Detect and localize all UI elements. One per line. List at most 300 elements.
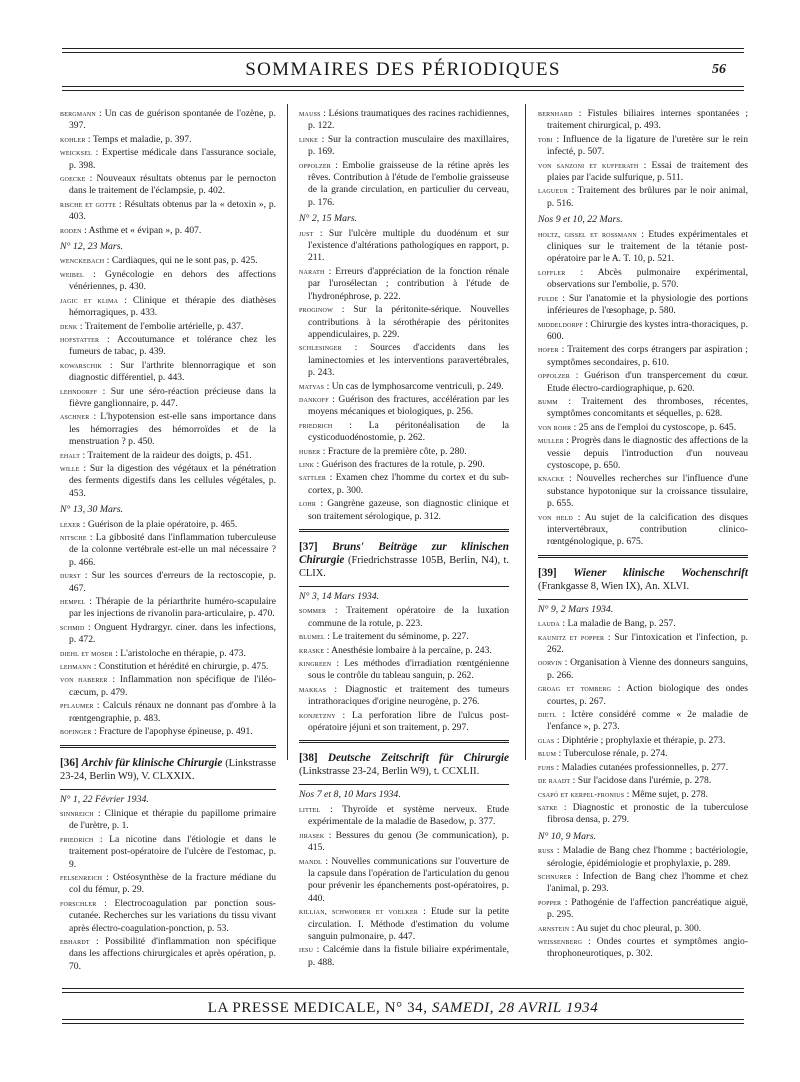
entry-text: Tuberculose rénale, p. 274.: [563, 748, 668, 760]
summary-entry: [299, 710, 509, 735]
entry-author: schnurer: [538, 871, 572, 881]
entry-separator: :: [569, 922, 577, 934]
summary-entry: [60, 661, 276, 673]
entry-author: bernhard: [538, 109, 573, 118]
entry-text: Sur la contraction musculaire des maxillaires, p. 169.: [308, 133, 510, 158]
entry-text: Expertise médicale dans l'assurance sociale, p. 398.: [69, 147, 276, 171]
entry-text: La nicotine dans l'étiologie et dans le traitement post-opératoire de l'ulcère de l'estomac, p. 9.: [69, 833, 276, 870]
entry-separator: :: [560, 618, 568, 630]
entry-text: Calculs rénaux ne donnant pas d'ombre à la rœntgengraphie, p. 483.: [69, 700, 276, 724]
entry-separator: :: [85, 596, 96, 608]
journal-address: (Friedrichstrasse 105B, Berlin, N4), t. CLIX.: [299, 555, 509, 579]
entry-author: sommer: [299, 606, 327, 616]
entry-text: Clinique et thérapie des diathèses hémorragiques, p. 433.: [69, 294, 276, 319]
entry-separator: :: [80, 518, 88, 530]
entry-author: makkas: [299, 684, 327, 694]
journal-title: [538, 567, 748, 593]
entry-text: Thyroïde et système nerveux. Etude expérimentale de la maladie de Basedow, p. 377.: [308, 803, 509, 828]
entry-text: Bessures du genou (3e communication), p. 415.: [308, 829, 510, 854]
entry-separator: :: [556, 709, 572, 721]
entry-text: Sur les sources d'erreurs de la rectoscopie, p. 467.: [69, 570, 276, 594]
entry-author: hofstatter: [60, 334, 100, 344]
entry-text: Etude sur la petite circulation. I. Méthode d'estimation du volume sanguin pulmonaire, p. 447.: [308, 906, 509, 942]
entry-author: groag et tomberg: [538, 684, 612, 694]
entry-author: kowarschik: [60, 360, 103, 370]
summary-entry: [538, 735, 748, 747]
entry-author: von sanzoni et kufferath: [538, 160, 639, 170]
entry-author: russ: [538, 846, 554, 856]
summary-entry: [299, 228, 509, 265]
journal-number: [39]: [538, 566, 557, 579]
summary-entry: [538, 871, 748, 896]
journal-address: (Linkstrasse 23-24, Berlin W9), t. CCXLII.: [299, 766, 480, 778]
header-rule-bottom-2: [62, 90, 744, 91]
summary-entry: [538, 370, 748, 395]
entry-separator: :: [558, 292, 569, 304]
entry-separator: :: [565, 266, 598, 278]
entry-text: Sur la péritonite-sérique. Nouvelles contributions à la sérothérapie des péritonites appendiculaires, p. 229.: [308, 304, 509, 340]
entry-separator: :: [571, 421, 579, 433]
entry-text: Guérison d'un transpercement du cœur. Etude électro-cardiographique, p. 620.: [547, 370, 749, 394]
entry-separator: :: [318, 133, 328, 145]
entry-text: La gibbosité dans l'inflammation tuberculeuse de la colonne vertébrale est-elle un mal nécessaire ? p. 466.: [69, 532, 276, 568]
summary-entry: [538, 396, 748, 421]
entry-text: Nouveaux résultats obtenus par le pernocton dans le traitement de l'éclampsie, p. 402.: [69, 173, 276, 197]
journal-number: [37]: [299, 541, 318, 553]
entry-author: oppolzer: [299, 160, 331, 170]
entry-separator: :: [96, 897, 115, 909]
summary-entry: [299, 498, 509, 523]
entry-author: proginow: [299, 305, 333, 315]
entry-text: Sur l'intoxication et l'infection, p. 262.: [547, 631, 749, 656]
entry-author: lohr: [299, 499, 317, 509]
entry-separator: :: [324, 829, 336, 841]
entry-separator: :: [332, 419, 369, 431]
entry-separator: :: [112, 647, 121, 659]
entry-text: Ostéosynthèse de la fracture médiane du col du fémur, p. 29.: [69, 871, 276, 896]
entry-text: Gynécologie en dehors des affections vénériennes, p. 430.: [69, 268, 276, 293]
summary-entry: [60, 570, 276, 595]
entry-text: Traitement de la raideur des doigts, p. 451.: [87, 449, 252, 461]
entry-author: link: [299, 459, 315, 469]
entry-author: middeldorpf: [538, 319, 583, 329]
entry-author: ehalt: [60, 450, 81, 460]
entry-text: Sur l'arthrite blennorragique et son diagnostic différentiel, p. 443.: [69, 359, 276, 384]
summary-entry: [60, 360, 276, 385]
entry-author: loffler: [538, 267, 566, 277]
entry-author: holtz, gissel et rossmann: [538, 229, 637, 239]
entry-text: Traitement des corps étrangers par aspiration ; symptômes secondaires, p. 610.: [547, 344, 748, 368]
entry-author: dankoff: [299, 394, 329, 404]
entry-text: Organisation à Vienne des donneurs sanguins, p. 266.: [547, 657, 749, 681]
entry-text: Etudes expérimentales et cliniques sur le traitement de la tétanie post-opératoire par le A. T. 10, p. 521.: [547, 228, 748, 265]
entry-separator: :: [95, 108, 105, 119]
entry-text: Guérison de la plaie opératoire, p. 465.: [87, 518, 238, 530]
entry-text: Fracture de l'apophyse épineuse, p. 491.: [99, 726, 253, 738]
summary-entry: [538, 512, 748, 549]
summary-entry: [299, 108, 509, 133]
entry-author: weicksel: [60, 148, 92, 158]
entry-text: Abcès pulmonaire expérimental, observations sur l'embolie, p. 570.: [547, 266, 748, 291]
entry-separator: :: [562, 657, 571, 669]
entry-separator: :: [572, 511, 585, 523]
entry-author: jirasek: [299, 830, 325, 840]
entry-separator: :: [556, 748, 564, 760]
summary-entry: [299, 804, 509, 829]
summary-entry: [299, 645, 509, 657]
entry-separator: :: [417, 906, 431, 918]
entry-separator: :: [118, 294, 133, 306]
entry-author: tobi: [538, 134, 553, 144]
entry-author: jagic et klima: [60, 295, 119, 305]
entry-separator: :: [102, 871, 113, 883]
entry-separator: :: [97, 385, 111, 397]
entry-text: La maladie de Bang, p. 257.: [567, 618, 676, 630]
summary-entry: [60, 519, 276, 531]
entry-text: Erreurs d'appréciation de la fonction rénale par l'urosélectan ; contribution à l'étude de l'hydronéphrose, p. 222.: [308, 265, 509, 302]
entry-text: Progrès dans le diagnostic des affections de la vessie depuis l'introduction d'un nouveau cystoscope, p. 650.: [547, 435, 748, 471]
entry-separator: :: [313, 944, 323, 956]
summary-entry: [538, 267, 748, 292]
entry-author: muller: [538, 436, 564, 446]
entry-separator: :: [91, 661, 99, 673]
entry-separator: :: [553, 845, 563, 857]
summary-entry: [538, 709, 748, 734]
column-divider-2: [525, 104, 526, 760]
summary-entry: [60, 134, 276, 146]
entry-text: Guérison des fractures, accélération par les moyens mécaniques et biologiques, p. 256.: [308, 393, 509, 418]
entry-author: felsenreich: [60, 872, 103, 882]
summary-entry: [538, 789, 748, 801]
summary-entry: [60, 532, 276, 569]
entry-text: Electrocoagulation par ponction sous-cutanée. Recherches sur les variations du tissu vivant après électro-coagulation-ponction, p. 53.: [69, 897, 277, 934]
footer: [62, 1000, 744, 1017]
entry-author: diehl et moser: [60, 648, 113, 658]
summary-entry: [299, 304, 509, 341]
summary-entry: [299, 266, 509, 303]
entry-separator: :: [572, 108, 588, 119]
summary-entry: [60, 255, 276, 267]
summary-entry: [299, 459, 509, 471]
entry-separator: :: [83, 268, 105, 280]
summary-entry: [538, 185, 748, 210]
journal-name: Archiv für klinische Chirurgie: [81, 756, 223, 769]
entry-author: csapó et kerpel-fronius: [538, 789, 625, 799]
entry-text: Sur l'acidose dans l'urémie, p. 278.: [577, 775, 712, 787]
entry-separator: :: [557, 395, 582, 407]
entry-text: Accoutumance et tolérance chez les fumeurs de tabac, p. 439.: [69, 333, 277, 358]
entry-author: denk: [60, 321, 78, 331]
entry-text: Lésions traumatiques des racines rachidiennes, p. 122.: [308, 108, 509, 132]
summary-entry: [299, 446, 509, 458]
entry-author: durst: [60, 571, 81, 581]
summary-entry: [60, 321, 276, 333]
entry-separator: :: [80, 570, 92, 582]
entry-separator: :: [91, 726, 100, 738]
entry-author: friedrich: [60, 834, 94, 844]
summary-entry: [60, 726, 276, 738]
summary-entry: [538, 657, 748, 682]
entry-author: mauss: [299, 109, 321, 118]
entry-text: Sur l'ulcère multiple du duodénum et sur l'existence d'altérations pathologiques en rapport, p. 211.: [308, 227, 510, 264]
summary-entry: [60, 808, 276, 833]
entry-text: Examen chez l'homme du cortex et du sub-cortex, p. 300.: [308, 472, 509, 496]
entry-author: matyas: [299, 381, 325, 391]
column-1: [60, 108, 276, 974]
entry-text: Thérapie de la périarthrite huméro-scapulaire par les injections de rivanolin para-articulaire, p. 470.: [69, 596, 276, 620]
entry-author: aschner: [60, 412, 90, 422]
issue-heading: N° 2, 15 Mars.: [299, 213, 358, 225]
summary-entry: [538, 618, 748, 630]
summary-entry: [538, 473, 748, 510]
entry-separator: :: [80, 449, 88, 461]
entry-author: nitsche: [60, 533, 87, 542]
entry-text: Clinique et thérapie du papillome primaire de l'urètre, p. 1.: [69, 807, 277, 832]
entry-text: Asthme et « évipan », p. 407.: [88, 224, 202, 236]
entry-text: Chirurgie des kystes intra-thoraciques, p. 600.: [547, 318, 748, 342]
entry-separator: :: [326, 472, 336, 484]
entry-text: Infection de Bang chez l'homme et chez l'animal, p. 293.: [547, 870, 749, 895]
entry-separator: :: [320, 803, 343, 815]
issue-heading: N° 13, 30 Mars.: [60, 504, 123, 516]
entry-separator: :: [324, 631, 333, 643]
summary-entry: [60, 834, 276, 871]
entry-separator: :: [79, 462, 90, 474]
entry-separator: :: [571, 870, 583, 882]
footer-rule-2: [62, 992, 744, 993]
entry-separator: :: [636, 228, 649, 240]
summary-entry: [299, 381, 509, 393]
summary-entry: [538, 897, 748, 922]
summary-entry: [538, 293, 748, 318]
page-title: SOMMAIRES DES PÉRIODIQUES: [245, 59, 561, 80]
entry-separator: :: [570, 775, 578, 787]
summary-entry: [299, 906, 509, 943]
entry-separator: :: [81, 224, 89, 236]
footer-journal: LA PRESSE MEDICALE, N° 34,: [207, 1000, 428, 1016]
issue-heading: N° 9, 2 Mars 1934.: [538, 603, 614, 615]
summary-entry: [299, 631, 509, 643]
entry-separator: :: [328, 393, 339, 405]
footer-rule-3: [62, 1019, 744, 1020]
entry-text: Les méthodes d'irradiation rœntgénienne sous le contrôle du tableau sanguin, p. 262.: [308, 658, 509, 682]
entry-author: kaunitz et popper: [538, 632, 605, 642]
entry-separator: :: [102, 359, 121, 371]
entry-separator: :: [85, 133, 93, 145]
entry-separator: :: [638, 159, 652, 171]
entry-author: lexer: [60, 519, 81, 529]
journal-number: [36]: [60, 756, 79, 769]
entry-separator: :: [93, 807, 105, 819]
summary-entry: [60, 269, 276, 294]
entry-separator: :: [84, 621, 95, 633]
entry-author: sinnreich: [60, 808, 94, 818]
summary-entry: [538, 229, 748, 266]
entry-author: von rohr: [538, 422, 572, 432]
entry-text: Constitution et hérédité en chirurgie, p. 475.: [98, 661, 269, 673]
journal-title: [299, 541, 509, 580]
entry-text: Nouvelles recherches sur l'influence d'une substance hypotonique sur la croissance tissulaire, p. 655.: [547, 473, 748, 510]
entry-separator: :: [320, 108, 329, 119]
entry-separator: :: [85, 173, 97, 185]
summary-entry: [299, 830, 509, 855]
entry-author: oorvin: [538, 658, 563, 668]
summary-entry: [299, 420, 509, 445]
journal-heading: [538, 555, 748, 600]
header-rule-top-2: [62, 52, 744, 53]
journal-name: Deutsche Zeitschrift für Chirurgie: [327, 752, 509, 765]
entry-author: kohler: [60, 134, 86, 144]
column-3: [538, 108, 748, 962]
issue-heading: Nos 9 et 10, 22 Mars.: [538, 214, 623, 226]
entry-separator: :: [93, 700, 103, 712]
journal-title: [60, 757, 276, 783]
journal-name: Bruns' Beiträge zur klinischen Chirurgie: [299, 541, 509, 566]
entry-text: Sur une séro-réaction précieuse dans la fièvre ganglionnaire, p. 447.: [69, 385, 276, 409]
issue-heading: N° 1, 22 Février 1934.: [60, 793, 149, 805]
summary-entry: [299, 605, 509, 630]
entry-separator: :: [554, 761, 562, 773]
entry-text: Anesthésie lombaire à la percaïne, p. 243.: [331, 644, 492, 656]
summary-entry: [538, 775, 748, 787]
entry-text: Sur la digestion des végétaux et la pénétration des ferments digestifs dans les cellules végétales, p. 453.: [69, 462, 276, 499]
entry-author: dietl: [538, 710, 557, 720]
summary-entry: [60, 334, 276, 359]
entry-text: L'aristoloche en thérapie, p. 473.: [120, 647, 246, 659]
entry-text: Traitement opératoire de la luxation commune de la rotule, p. 223.: [308, 605, 509, 629]
entry-text: Ondes courtes et symptômes angio-throphoneurotiques, p. 302.: [547, 935, 748, 960]
entry-separator: :: [89, 935, 106, 947]
journal-heading: [299, 740, 509, 785]
entry-separator: :: [93, 833, 110, 845]
entry-author: popper: [538, 897, 562, 907]
entry-author: weissenberg: [538, 936, 583, 946]
entry-author: linke: [299, 134, 318, 144]
entry-author: pflaumer: [60, 701, 94, 711]
entry-text: Résultats obtenus par la « detoxin », p. 403.: [69, 198, 277, 223]
entry-text: Diphtérie ; prophylaxie et thérapie, p. 273.: [561, 734, 726, 746]
entry-text: Temps et maladie, p. 397.: [92, 133, 192, 145]
entry-author: forschler: [60, 898, 97, 908]
entry-text: Gangrène gazeuse, son diagnostic clinique et son traitement sérologique, p. 312.: [308, 498, 509, 522]
entry-text: Traitement de l'embolie artérielle, p. 437.: [84, 320, 244, 332]
summary-entry: [60, 450, 276, 462]
entry-text: Même sujet, p. 278.: [631, 788, 708, 800]
entry-separator: :: [107, 674, 120, 686]
entry-separator: :: [326, 605, 347, 617]
page-number: 56: [712, 62, 726, 77]
summary-entry: [60, 596, 276, 621]
entry-separator: :: [91, 147, 103, 159]
summary-entry: [538, 435, 748, 472]
entry-author: friedrich: [299, 420, 333, 430]
entry-author: roden: [60, 225, 82, 235]
entry-separator: :: [331, 658, 345, 670]
column-2: [299, 108, 509, 970]
entry-author: schlesinger: [299, 343, 342, 353]
entry-separator: :: [316, 498, 328, 510]
entry-author: kraske: [299, 645, 325, 655]
summary-entry: [299, 160, 509, 210]
entry-author: kingreen: [299, 659, 332, 669]
entry-author: lehmann: [60, 662, 92, 672]
entry-separator: :: [568, 185, 578, 197]
entry-author: weibel: [60, 269, 84, 279]
entry-author: satke: [538, 802, 558, 812]
summary-entry: [538, 683, 748, 708]
entry-separator: :: [324, 265, 336, 277]
entry-text: L'hypotension est-elle sans importance dans les hémorragies des hémorroïdes et de la menstruation ? p. 450.: [69, 411, 276, 448]
entry-text: Fistules biliaires internes spontanées ; traitement chirurgical, p. 493.: [547, 108, 749, 132]
entry-text: Nouvelles communications sur l'ouverture de la capsule dans l'opération de l'articulation du genou pour prévenir les épanchements post-opératoires, p. 440.: [308, 855, 509, 904]
entry-author: lauda: [538, 619, 560, 629]
entry-author: ebhardt: [60, 936, 90, 946]
entry-author: killian, schwoerer et voelker: [299, 907, 418, 917]
entry-separator: :: [558, 344, 568, 356]
summary-entry: [60, 147, 276, 172]
issue-heading: N° 10, 9 Mars.: [538, 830, 597, 842]
entry-text: Traitement des brûlures par le noir animal, p. 516.: [547, 185, 748, 209]
entry-separator: :: [624, 788, 632, 800]
entry-text: Cardiaques, qui ne le sont pas, p. 425.: [111, 255, 258, 267]
entry-author: bumm: [538, 396, 558, 406]
entry-author: fuhs: [538, 762, 555, 772]
summary-entry: [299, 944, 509, 969]
entry-author: hempel: [60, 597, 86, 607]
summary-entry: [538, 845, 748, 870]
summary-entry: [60, 463, 276, 500]
footer-rule-1: [62, 988, 744, 989]
entry-text: 25 ans de l'emploi du cystoscope, p. 645.: [578, 421, 737, 433]
entry-text: Calcémie dans la fistule biliaire expérimentale, p. 488.: [308, 944, 509, 968]
entry-separator: :: [77, 320, 85, 332]
entry-separator: :: [89, 411, 101, 423]
summary-entry: [538, 936, 748, 961]
summary-entry: [538, 160, 748, 185]
entry-author: arnstein: [538, 923, 570, 933]
summary-entry: [60, 700, 276, 725]
entry-separator: :: [330, 159, 343, 171]
entry-author: bergmann: [60, 109, 96, 118]
header-rule-top: [62, 48, 744, 49]
issue-heading: N° 3, 14 Mars 1934.: [299, 591, 380, 602]
journal-name: Wiener klinische Wochenschrift: [573, 566, 749, 579]
entry-separator: :: [552, 133, 563, 145]
summary-entry: [299, 856, 509, 906]
entry-text: Essai de traitement des plaies par l'acide sulfurique, p. 511.: [547, 159, 748, 184]
summary-entry: [60, 108, 276, 133]
entry-text: Onguent Hydrargyr. ciner. dans les infections, p. 472.: [69, 621, 276, 646]
summary-entry: [538, 344, 748, 369]
entry-separator: :: [324, 380, 332, 392]
journal-heading: [60, 745, 276, 790]
entry-text: Guérison des fractures de la rotule, p. 290.: [321, 458, 485, 470]
issue-heading: Nos 7 et 8, 10 Mars 1934.: [299, 789, 401, 801]
entry-text: Action biologique des ondes courtes, p. 267.: [547, 683, 749, 707]
summary-entry: [299, 342, 509, 379]
entry-separator: :: [561, 896, 572, 908]
entry-author: glas: [538, 735, 555, 745]
entry-separator: :: [569, 370, 585, 382]
entry-separator: :: [314, 458, 322, 470]
entry-separator: :: [86, 532, 96, 543]
entry-separator: :: [104, 255, 112, 267]
entry-separator: :: [582, 318, 591, 330]
entry-text: Ictère considéré comme « 2e maladie de l'enfance », p. 273.: [547, 709, 748, 733]
summary-entry: [299, 134, 509, 159]
entry-author: oppolzer: [538, 371, 570, 381]
summary-entry: [60, 295, 276, 320]
